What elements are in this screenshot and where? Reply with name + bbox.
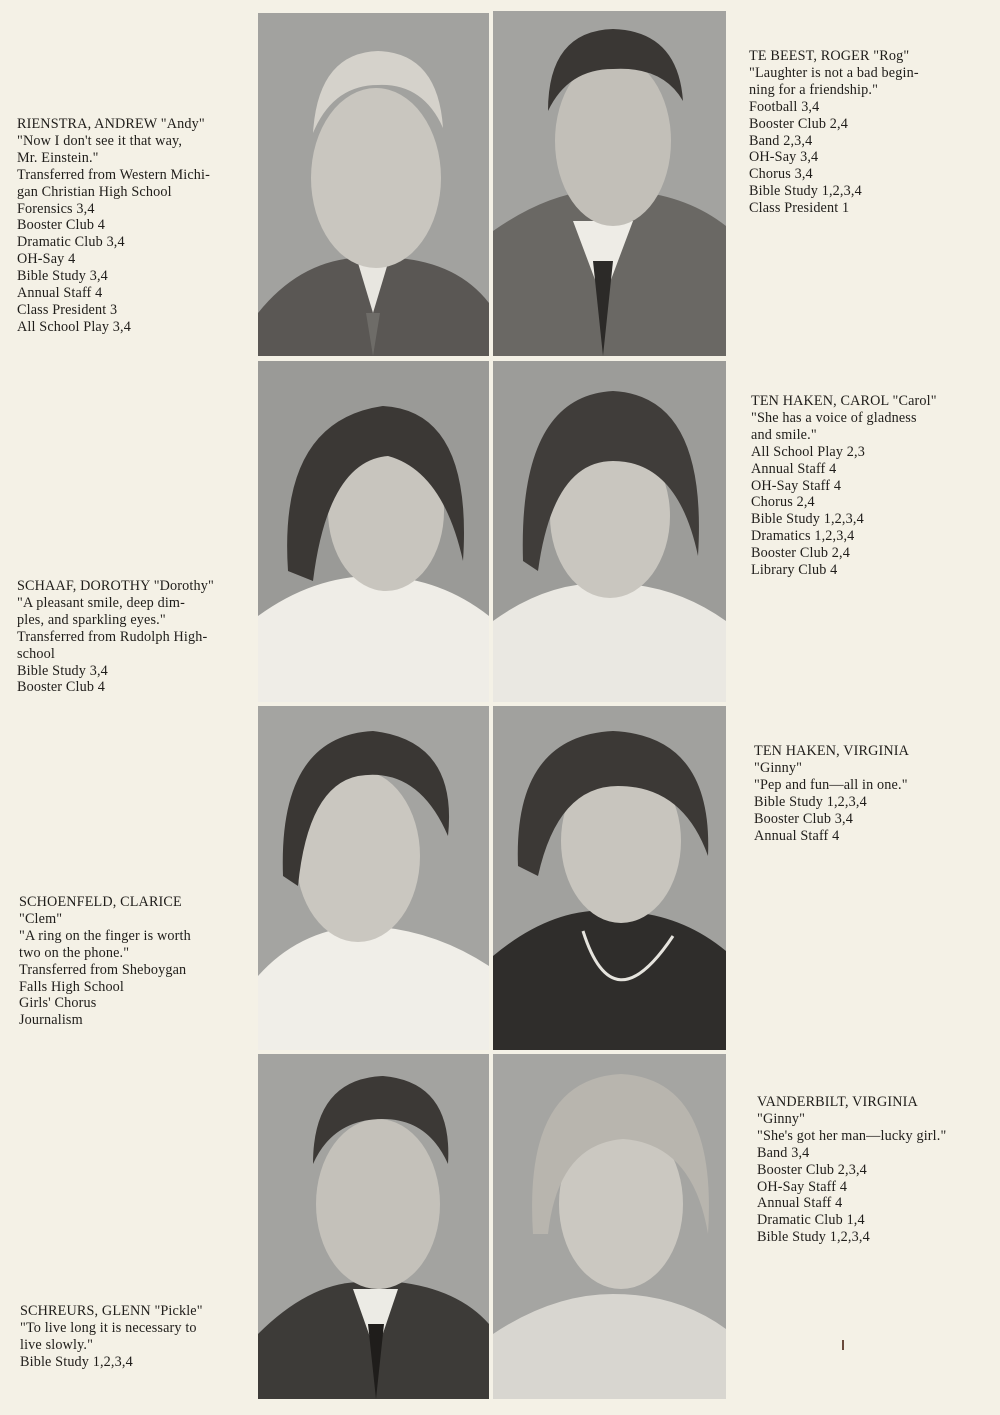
student-activity: Dramatic Club 1,4	[757, 1212, 865, 1229]
student-activity: Bible Study 3,4	[17, 662, 108, 679]
student-activity: Transferred from Sheboygan	[19, 961, 187, 978]
student-activity: OH-Say 3,4	[749, 149, 819, 166]
student-name: SCHAAF, DOROTHY "Dorothy"	[17, 578, 214, 594]
portrait-photo-vanderbilt	[493, 1054, 726, 1399]
student-activity: Football 3,4	[749, 98, 820, 115]
student-activity: Booster Club 2,3,4	[757, 1161, 867, 1178]
portrait-photo-schoenfeld	[258, 706, 489, 1050]
student-activity: Falls High School	[19, 978, 125, 995]
student-activity: OH-Say 4	[17, 251, 76, 268]
student-quote: "She has a voice of gladness	[751, 409, 917, 426]
student-activity: Class President 1	[749, 200, 850, 217]
student-quote: ples, and sparkling eyes."	[17, 611, 166, 628]
student-quote: ning for a friendship."	[749, 81, 879, 98]
student-activity: Booster Club 3,4	[754, 810, 853, 827]
student-quote: Mr. Einstein."	[17, 149, 99, 166]
student-bio-schreurs	[20, 1303, 203, 1371]
portrait-photo-schreurs	[258, 1054, 489, 1399]
student-activity: OH-Say Staff 4	[757, 1178, 848, 1195]
student-bio-tebeest	[749, 48, 919, 217]
student-quote: "Pep and fun—all in one."	[754, 776, 908, 793]
student-activity: Annual Staff 4	[751, 460, 837, 477]
student-activity: Bible Study 1,2,3,4	[749, 183, 862, 200]
student-quote: "Now I don't see it that way,	[17, 132, 183, 149]
student-activity: All School Play 3,4	[17, 318, 131, 335]
student-activity: Band 2,3,4	[749, 132, 813, 149]
student-activity: All School Play 2,3	[751, 443, 865, 460]
student-name: VANDERBILT, VIRGINIA	[757, 1094, 918, 1110]
student-activity: school	[17, 645, 55, 662]
portrait-photo-tebeest	[493, 11, 726, 356]
student-quote: "A pleasant smile, deep dim-	[17, 594, 185, 611]
student-activity: Booster Club 4	[17, 217, 106, 234]
portrait-photo-tenhaken-carol	[493, 361, 726, 702]
student-activity: Annual Staff 4	[17, 285, 103, 302]
student-activity: Bible Study 1,2,3,4	[754, 793, 867, 810]
student-name: TEN HAKEN, CAROL "Carol"	[751, 393, 937, 409]
student-quote: "To live long it is necessary to	[20, 1319, 197, 1336]
student-name: TE BEEST, ROGER "Rog"	[749, 48, 910, 64]
student-nickname: "Ginny"	[757, 1110, 806, 1127]
student-nickname: "Ginny"	[754, 759, 803, 776]
student-activity: Booster Club 4	[17, 679, 106, 696]
student-activity: Transferred from Rudolph High-	[17, 628, 208, 645]
student-activity: Journalism	[19, 1012, 83, 1029]
portrait-photo-rienstra	[258, 13, 489, 356]
student-activity: Dramatic Club 3,4	[17, 234, 125, 251]
student-name: TEN HAKEN, VIRGINIA	[754, 743, 910, 759]
student-bio-schoenfeld	[19, 894, 191, 1029]
student-activity: Library Club 4	[751, 562, 838, 579]
student-quote: "Laughter is not a bad begin-	[749, 64, 919, 81]
student-activity: Bible Study 1,2,3,4	[20, 1353, 133, 1370]
student-activity: Booster Club 2,4	[749, 115, 848, 132]
student-activity: Band 3,4	[757, 1144, 810, 1161]
student-name: SCHREURS, GLENN "Pickle"	[20, 1303, 203, 1319]
student-quote: and smile."	[751, 426, 817, 443]
student-bio-vanderbilt	[757, 1094, 946, 1246]
student-activity: Bible Study 1,2,3,4	[757, 1229, 870, 1246]
student-activity: Bible Study 3,4	[17, 268, 108, 285]
portrait-photo-schaaf	[258, 361, 489, 702]
student-bio-tenhaken-carol	[751, 393, 937, 579]
student-bio-rienstra	[17, 116, 210, 336]
student-name: RIENSTRA, ANDREW "Andy"	[17, 116, 205, 132]
student-activity: Booster Club 2,4	[751, 545, 850, 562]
student-activity: Transferred from Western Michi-	[17, 166, 211, 183]
student-quote: two on the phone."	[19, 944, 130, 961]
student-nickname: "Clem"	[19, 910, 63, 927]
student-quote: live slowly."	[20, 1336, 94, 1353]
student-activity: Dramatics 1,2,3,4	[751, 528, 855, 545]
student-bio-tenhaken-virginia	[754, 743, 909, 844]
portrait-photo-tenhaken-virginia	[493, 706, 726, 1050]
student-activity: Forensics 3,4	[17, 200, 95, 217]
student-name: SCHOENFELD, CLARICE	[19, 894, 182, 910]
student-activity: gan Christian High School	[17, 183, 172, 200]
student-activity: Girls' Chorus	[19, 995, 97, 1012]
student-activity: OH-Say Staff 4	[751, 477, 842, 494]
student-quote: "A ring on the finger is worth	[19, 927, 191, 944]
student-activity: Annual Staff 4	[754, 827, 840, 844]
student-activity: Class President 3	[17, 301, 118, 318]
student-activity: Chorus 3,4	[749, 166, 813, 183]
student-activity: Bible Study 1,2,3,4	[751, 511, 864, 528]
student-activity: Chorus 2,4	[751, 494, 815, 511]
student-bio-schaaf	[17, 578, 214, 696]
ink-mark	[842, 1340, 844, 1350]
student-activity: Annual Staff 4	[757, 1195, 843, 1212]
student-quote: "She's got her man—lucky girl."	[757, 1127, 947, 1144]
